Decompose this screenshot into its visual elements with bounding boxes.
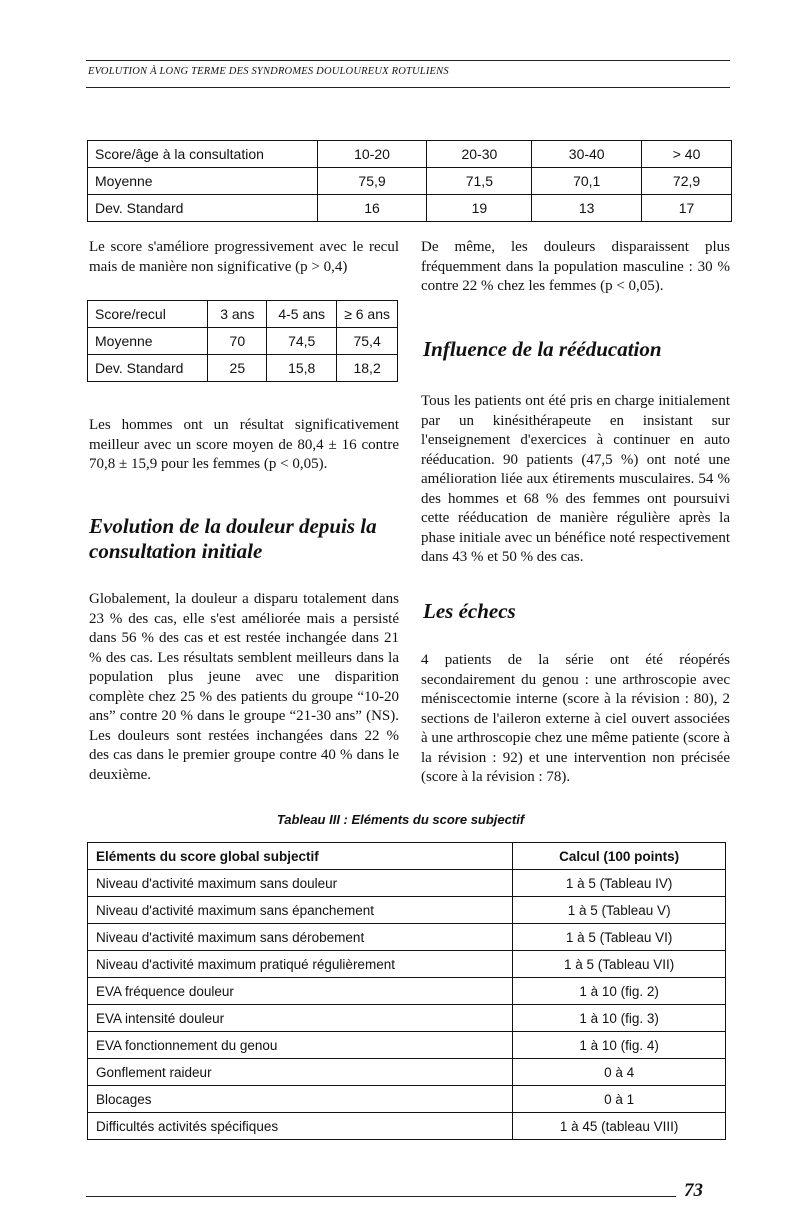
table-cell: 20-30 [427, 141, 532, 168]
table-cell: EVA fonctionnement du genou [88, 1032, 513, 1059]
table-cell: Gonflement raideur [88, 1059, 513, 1086]
table-row [88, 951, 726, 978]
paragraph-reeducation: Tous les patients ont été pris en charge initialement par un kinésithérapeute en insistant sur l'enseignement d'exercices à continuer en auto rééducation. 90 patients (47,5 %) ont noté une amélioration liée aux étirements musculaires. 54 % des hommes et 68 % des femmes ont poursuivi cette rééducation de manière régulière après la phase initiale avec un bénéfice noté respectivement dans 43 % et 50 % des cas. [421, 393, 730, 565]
table-header-row [88, 843, 726, 870]
table-cell: 4-5 ans [267, 301, 337, 328]
table-cell: Dev. Standard [88, 355, 208, 382]
table-cell: Moyenne [88, 168, 318, 195]
table-cell: 19 [427, 195, 532, 222]
table-cell: 1 à 5 (Tableau V) [513, 897, 726, 924]
table-row [88, 355, 398, 382]
table-row [88, 924, 726, 951]
table-cell: 1 à 45 (tableau VIII) [513, 1113, 726, 1140]
table-row [88, 168, 732, 195]
table-cell: 3 ans [208, 301, 267, 328]
running-header: EVOLUTION À LONG TERME DES SYNDROMES DOULOUREUX ROTULIENS [88, 66, 449, 77]
table-cell: 75,4 [337, 328, 398, 355]
section-heading-douleur: Evolution de la douleur depuis la consultation initiale [89, 514, 377, 563]
table-cell: 25 [208, 355, 267, 382]
table-cell: 0 à 1 [513, 1086, 726, 1113]
table-score-age [87, 140, 732, 222]
table-cell: 75,9 [317, 168, 427, 195]
table-cell: 1 à 10 (fig. 2) [513, 978, 726, 1005]
table-row [88, 301, 398, 328]
table-cell: 70,1 [532, 168, 642, 195]
table-cell: Niveau d'activité maximum sans épanchement [88, 897, 513, 924]
section-heading-reeducation: Influence de la rééducation [423, 337, 662, 361]
table-cell: 1 à 5 (Tableau IV) [513, 870, 726, 897]
table-cell: Dev. Standard [88, 195, 318, 222]
header-rule-bottom [86, 87, 730, 88]
table-cell: 13 [532, 195, 642, 222]
table-cell: ≥ 6 ans [337, 301, 398, 328]
table-row [88, 195, 732, 222]
table-row [88, 1113, 726, 1140]
footer-rule [86, 1196, 676, 1197]
table-score-subjectif [87, 842, 726, 1140]
table-cell: 1 à 10 (fig. 4) [513, 1032, 726, 1059]
page-number: 73 [684, 1180, 703, 1201]
table-cell: Moyenne [88, 328, 208, 355]
table-row [88, 1059, 726, 1086]
table-cell: 1 à 5 (Tableau VII) [513, 951, 726, 978]
table-cell: 71,5 [427, 168, 532, 195]
table-cell: 18,2 [337, 355, 398, 382]
table-cell: Niveau d'activité maximum sans douleur [88, 870, 513, 897]
table-row [88, 328, 398, 355]
table-cell: EVA fréquence douleur [88, 978, 513, 1005]
table-caption: Tableau III : Eléments du score subjectif [276, 812, 525, 827]
table-row [88, 1032, 726, 1059]
table-row [88, 141, 732, 168]
section-heading-echecs: Les échecs [423, 599, 516, 623]
paragraph-douleur-sexe: De même, les douleurs disparaissent plus fréquemment dans la population masculine : 30 % contre 22 % chez les femmes (p < 0,05). [421, 239, 730, 294]
paragraph-echecs: 4 patients de la série ont été réopérés secondairement du genou : une arthroscopie avec méniscectomie interne (score à la révision : 80), 2 sections de l'aileron externe à ciel ouvert associées à une arthroscopie chez une même patiente (score à la révision : 92) et une intervention non précisée (score à la révision : 78). [421, 652, 731, 785]
paragraph-douleur: Globalement, la douleur a disparu totalement dans 23 % des cas, elle s'est améliorée mais a persisté dans 56 % des cas et est restée inchangée dans 21 % des cas. Les résultats semblent meilleurs dans la population plus jeune avec une disparition complète chez 25 % des patients du groupe “10-20 ans” contre 20 % dans le groupe “21-30 ans” (NS). Les douleurs sont restées inchangées dans 22 % des cas dans le premier groupe contre 40 % dans le deuxième. [89, 591, 399, 783]
table-cell: > 40 [642, 141, 732, 168]
table-cell: 70 [208, 328, 267, 355]
table-score-recul [87, 300, 398, 382]
table-row [88, 1086, 726, 1113]
table-cell: EVA intensité douleur [88, 1005, 513, 1032]
table-cell: 30-40 [532, 141, 642, 168]
table-cell: Blocages [88, 1086, 513, 1113]
table-row [88, 897, 726, 924]
paragraph-sex-results: Les hommes ont un résultat significativement meilleur avec un score moyen de 80,4 ± 16 contre 70,8 ± 15,9 pour les femmes (p < 0,05). [89, 417, 399, 472]
table-cell: 15,8 [267, 355, 337, 382]
table-cell: 74,5 [267, 328, 337, 355]
table-cell: 72,9 [642, 168, 732, 195]
table-cell: 0 à 4 [513, 1059, 726, 1086]
table-cell: Niveau d'activité maximum pratiqué régulièrement [88, 951, 513, 978]
table-cell: Score/recul [88, 301, 208, 328]
table-header-cell: Eléments du score global subjectif [88, 843, 513, 870]
table-cell: 10-20 [317, 141, 427, 168]
table-cell: 16 [317, 195, 427, 222]
header-rule-top [86, 60, 730, 61]
table-cell: Niveau d'activité maximum sans dérobement [88, 924, 513, 951]
paragraph-score-recul: Le score s'améliore progressivement avec le recul mais de manière non significative (p > 0,4) [89, 239, 399, 275]
table-cell: Difficultés activités spécifiques [88, 1113, 513, 1140]
table-cell: 17 [642, 195, 732, 222]
table-header-cell: Calcul (100 points) [513, 843, 726, 870]
table-cell: Score/âge à la consultation [88, 141, 318, 168]
table-row [88, 978, 726, 1005]
table-cell: 1 à 10 (fig. 3) [513, 1005, 726, 1032]
table-row [88, 870, 726, 897]
table-cell: 1 à 5 (Tableau VI) [513, 924, 726, 951]
table-row [88, 1005, 726, 1032]
